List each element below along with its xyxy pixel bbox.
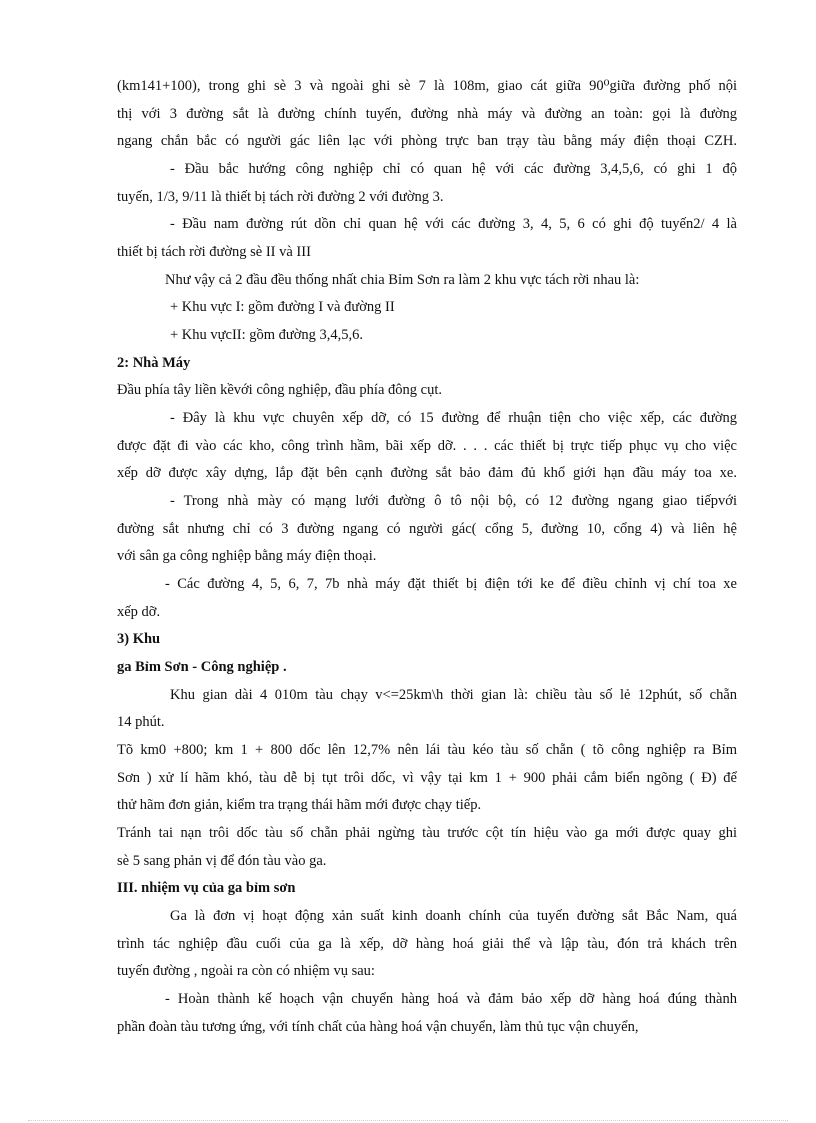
body-line: tuyến, 1/3, 9/11 là thiết bị tách rời đường 2 với đường 3.	[117, 189, 444, 205]
body-line: sè 5 sang phản vị để đón tàu vào ga.	[117, 853, 327, 869]
body-line: xếp dỡ được xây dựng, lắp đặt bên cạnh đường sắt bảo đảm đủ khổ giới hạn đầu máy toa xe.	[117, 465, 737, 481]
section-heading: III. nhiệm vụ của ga bỉm sơn	[117, 880, 296, 896]
body-line: - Đầu nam đường rút dồn chỉ quan hệ với các đường 3, 4, 5, 6 có ghi độ tuyến2/ 4 là	[170, 216, 737, 232]
page-bottom-rule	[28, 1120, 788, 1121]
body-line: - Đầu bắc hướng công nghiệp chỉ có quan hệ với các đường 3,4,5,6, có ghi 1 độ	[170, 161, 737, 177]
list-item: + Khu vựcII: gồm đường 3,4,5,6.	[170, 327, 364, 343]
body-line: - Trong nhà mày có mạng lưới đường ô tô nội bộ, có 12 đường ngang giao tiếpvới	[170, 493, 737, 509]
body-line: Tránh tai nạn trôi dốc tàu số chẵn phải ngừng tàu trước cột tín hiệu vào ga mới được quay ghi	[117, 825, 737, 841]
body-line: Khu gian dài 4 010m tàu chạy v<=25km\h thời gian là: chiều tàu số lẻ 12phút, số chẵn	[170, 687, 737, 703]
body-line: Đầu phía tây liền kềvới công nghiệp, đầu phía đông cụt.	[117, 382, 442, 398]
body-line: Ga là đơn vị hoạt động xản suất kinh doanh chính của tuyến đường sắt Bắc Nam, quá	[170, 908, 737, 924]
body-line: tuyến đường , ngoài ra còn có nhiệm vụ sau:	[117, 963, 375, 979]
body-line: đường sắt nhưng chỉ có 3 đường ngang có người gác( cổng 5, đường 10, cổng 4) và liên hệ	[117, 521, 737, 537]
body-line: (km141+100), trong ghi sè 3 và ngoài ghi sè 7 là 108m, giao cát giữa 90⁰giữa đường phố nội	[117, 78, 737, 94]
body-line: xếp dỡ.	[117, 604, 161, 620]
body-line: Tõ km0 +800; km 1 + 800 dốc lên 12,7% nên lái tàu kéo tàu số chẵn ( tõ công nghiệp ra Bỉm	[117, 742, 737, 758]
body-line: 14 phút.	[117, 714, 165, 730]
list-item: + Khu vực I: gồm đường I và đường II	[170, 299, 395, 315]
body-line: thị với 3 đường sắt là đường chính tuyến, đường nhà máy và đường an toàn: gọi là đường	[117, 106, 737, 122]
section-heading: ga Bỉm Sơn - Công nghiệp .	[117, 659, 287, 675]
body-line: với sân ga công nghiệp bằng máy điện thoại.	[117, 548, 377, 564]
section-heading: 2: Nhà Máy	[117, 355, 191, 371]
body-line: được đặt đi vào các kho, công trình hầm, bãi xếp dỡ. . . . các thiết bị trực tiếp phục vụ cho việc	[117, 438, 737, 454]
body-line: - Đây là khu vực chuyên xếp dỡ, có 15 đường để rhuận tiện cho việc xếp, các đường	[170, 410, 737, 426]
body-line: - Hoàn thành kế hoạch vận chuyển hàng hoá và đảm bảo xếp dỡ hàng hoá đúng thành	[165, 991, 737, 1007]
body-line: thử hãm đơn giản, kiểm tra trạng thái hãm mới được chạy tiếp.	[117, 797, 482, 813]
body-line: - Các đường 4, 5, 6, 7, 7b nhà máy đặt thiết bị điện tới ke để điều chỉnh vị chí toa xe	[165, 576, 737, 592]
body-line: Như vậy cả 2 đầu đều thống nhất chia Bỉm Sơn ra làm 2 khu vực tách rời nhau là:	[165, 272, 640, 288]
body-line: ngang chắn bắc có người gác liên lạc với phòng trực ban trạy tàu bằng máy điện thoại CZH.	[117, 133, 737, 149]
body-line: thiết bị tách rời đường sè II và III	[117, 244, 311, 260]
body-line: phần đoàn tàu tương ứng, với tính chất của hàng hoá vận chuyển, làm thủ tục vận chuyển,	[117, 1019, 639, 1035]
body-line: trình tác nghiệp đầu cuối của ga là xếp, dỡ hàng hoá giải thể và lập tàu, đón trả khách trên	[117, 936, 737, 952]
body-line: Sơn ) xử lí hãm khó, tàu dễ bị tụt trôi dốc, vì vậy tại km 1 + 900 phải cắm biển ngõng ( Đ) để	[117, 770, 737, 786]
section-heading: 3) Khu	[117, 631, 161, 647]
